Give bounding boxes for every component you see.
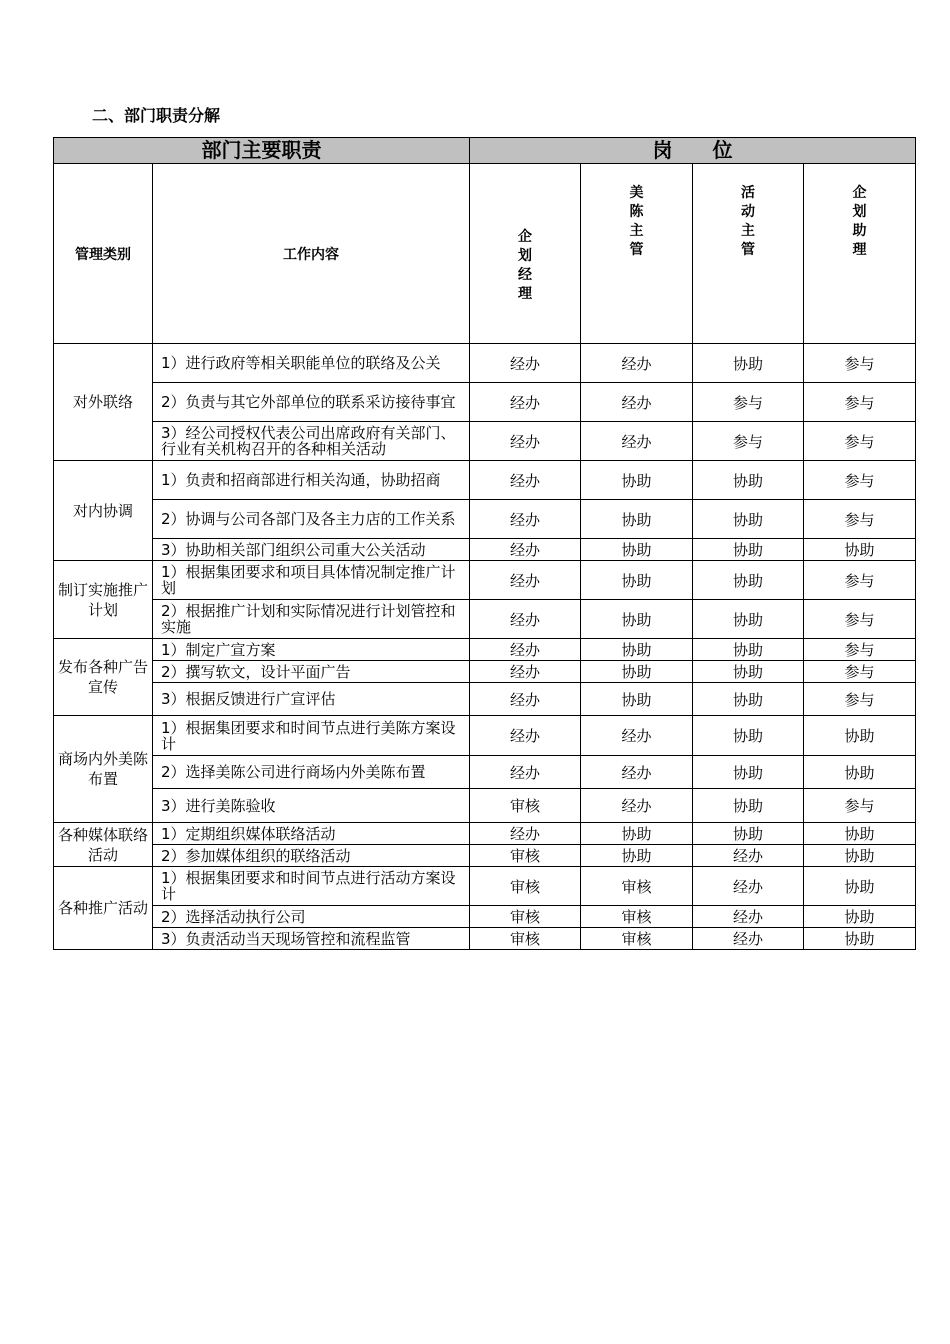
task-cell: 2）负责与其它外部单位的联系采访接待事宜 [153,383,470,422]
responsibility-cell: 参与 [804,561,916,600]
responsibility-cell: 协助 [581,539,693,561]
responsibility-cell: 经办 [470,383,581,422]
category-cell: 发布各种广告宣传 [54,639,153,716]
responsibility-cell: 经办 [470,422,581,461]
responsibility-cell: 审核 [581,867,693,906]
responsibility-cell: 参与 [804,344,916,383]
responsibility-cell: 协助 [693,500,804,539]
responsibility-cell: 经办 [470,344,581,383]
responsibility-cell: 协助 [693,344,804,383]
responsibility-cell: 协助 [581,639,693,661]
responsibility-cell: 经办 [693,845,804,867]
table-row [54,756,916,789]
responsibility-cell: 参与 [804,661,916,683]
task-cell: 2）选择活动执行公司 [153,906,470,928]
responsibility-cell: 审核 [470,867,581,906]
responsibility-cell: 参与 [804,422,916,461]
responsibility-cell: 审核 [470,906,581,928]
responsibility-cell: 经办 [470,823,581,845]
responsibility-cell: 经办 [470,683,581,716]
role-header [804,164,916,344]
responsibility-cell: 参与 [804,461,916,500]
responsibility-cell: 审核 [470,789,581,823]
task-cell: 2）参加媒体组织的联络活动 [153,845,470,867]
role-header-label: 企划经理 [518,228,532,302]
responsibility-cell: 协助 [693,539,804,561]
table-row [54,383,916,422]
responsibility-cell: 协助 [693,716,804,756]
table-subheader-row [54,164,916,344]
responsibility-cell: 经办 [581,716,693,756]
table-row [54,500,916,539]
responsibility-cell: 经办 [581,422,693,461]
responsibility-cell: 经办 [470,539,581,561]
task-cell: 2）根据推广计划和实际情况进行计划管控和实施 [153,600,470,639]
responsibility-cell: 参与 [693,422,804,461]
table-row [54,928,916,950]
positions-header-label: 岗位 [652,138,773,162]
role-header [470,164,581,344]
responsibility-cell: 协助 [693,756,804,789]
responsibility-cell: 协助 [581,823,693,845]
task-cell: 3）负责活动当天现场管控和流程监管 [153,928,470,950]
responsibility-cell: 审核 [470,845,581,867]
task-cell: 1）进行政府等相关职能单位的联络及公关 [153,344,470,383]
role-header-label: 美陈主管 [629,185,644,258]
category-cell: 对内协调 [54,461,153,561]
responsibility-cell: 经办 [581,756,693,789]
table-row [54,600,916,639]
table-row [54,823,916,845]
task-cell: 1）根据集团要求和项目具体情况制定推广计划 [153,561,470,600]
role-header [693,164,804,344]
responsibility-cell: 协助 [581,561,693,600]
responsibility-cell: 参与 [804,789,916,823]
responsibility-cell: 经办 [470,500,581,539]
role-header-label: 活动主管 [741,185,755,258]
table-row [54,661,916,683]
responsibility-cell: 协助 [804,928,916,950]
responsibility-cell: 协助 [804,716,916,756]
task-cell: 1）制定广宣方案 [153,639,470,661]
responsibility-cell: 参与 [804,383,916,422]
responsibility-cell: 协助 [693,789,804,823]
table-row [54,422,916,461]
positions-header [470,138,916,164]
task-cell: 2）协调与公司各部门及各主力店的工作关系 [153,500,470,539]
table-row [54,561,916,600]
task-cell: 3）经公司授权代表公司出席政府有关部门、行业有关机构召开的各种相关活动 [153,422,470,461]
table-row [54,845,916,867]
work-header: 工作内容 [153,164,470,344]
responsibility-cell: 协助 [804,823,916,845]
table-row [54,344,916,383]
category-cell: 对外联络 [54,344,153,461]
responsibility-cell: 经办 [470,461,581,500]
responsibility-cell: 协助 [804,867,916,906]
responsibility-cell: 参与 [804,600,916,639]
responsibility-cell: 协助 [804,845,916,867]
table-row [54,539,916,561]
table-row [54,639,916,661]
responsibility-cell: 协助 [693,600,804,639]
responsibility-cell: 审核 [581,928,693,950]
responsibility-cell: 协助 [693,639,804,661]
category-cell: 各种推广活动 [54,867,153,950]
table-header-row [54,138,916,164]
responsibility-cell: 协助 [804,906,916,928]
task-cell: 1）根据集团要求和时间节点进行活动方案设计 [153,867,470,906]
responsibility-cell: 经办 [470,600,581,639]
section-title: 二、部门职责分解 [92,106,221,125]
responsibility-cell: 协助 [581,600,693,639]
responsibility-cell: 协助 [693,823,804,845]
task-cell: 3）协助相关部门组织公司重大公关活动 [153,539,470,561]
responsibility-cell: 参与 [804,500,916,539]
task-cell: 2）撰写软文，设计平面广告 [153,661,470,683]
category-cell: 商场内外美陈布置 [54,716,153,823]
responsibility-cell: 经办 [693,906,804,928]
responsibility-cell: 经办 [581,344,693,383]
responsibility-cell: 经办 [470,716,581,756]
role-header [581,164,693,344]
table-row [54,789,916,823]
responsibility-cell: 经办 [470,756,581,789]
responsibility-cell: 协助 [581,845,693,867]
responsibility-cell: 审核 [470,928,581,950]
table-row [54,716,916,756]
task-cell: 1）根据集团要求和时间节点进行美陈方案设计 [153,716,470,756]
task-cell: 1）负责和招商部进行相关沟通，协助招商 [153,461,470,500]
category-header: 管理类别 [54,164,153,344]
responsibility-cell: 协助 [804,756,916,789]
responsibility-cell: 经办 [470,561,581,600]
responsibility-cell: 审核 [581,906,693,928]
responsibility-cell: 协助 [581,461,693,500]
duty-table [53,137,916,950]
table-row [54,461,916,500]
responsibility-cell: 协助 [693,461,804,500]
responsibility-cell: 参与 [804,683,916,716]
responsibility-cell: 经办 [581,789,693,823]
responsibility-cell: 参与 [804,639,916,661]
responsibility-cell: 协助 [693,561,804,600]
responsibility-cell: 协助 [581,500,693,539]
responsibility-cell: 经办 [693,867,804,906]
category-cell: 各种媒体联络活动 [54,823,153,867]
task-cell: 3）进行美陈验收 [153,789,470,823]
table-row [54,867,916,906]
responsibility-cell: 协助 [693,661,804,683]
duties-header: 部门主要职责 [54,138,470,164]
task-cell: 3）根据反馈进行广宣评估 [153,683,470,716]
responsibility-cell: 经办 [470,661,581,683]
responsibility-cell: 经办 [581,383,693,422]
responsibility-cell: 协助 [581,661,693,683]
responsibility-cell: 协助 [693,683,804,716]
table-row [54,683,916,716]
category-cell: 制订实施推广计划 [54,561,153,639]
task-cell: 1）定期组织媒体联络活动 [153,823,470,845]
table-row [54,906,916,928]
role-header-label: 企划助理 [852,185,867,258]
task-cell: 2）选择美陈公司进行商场内外美陈布置 [153,756,470,789]
responsibility-cell: 经办 [470,639,581,661]
responsibility-cell: 协助 [804,539,916,561]
responsibility-cell: 经办 [693,928,804,950]
responsibility-cell: 参与 [693,383,804,422]
responsibility-cell: 协助 [581,683,693,716]
